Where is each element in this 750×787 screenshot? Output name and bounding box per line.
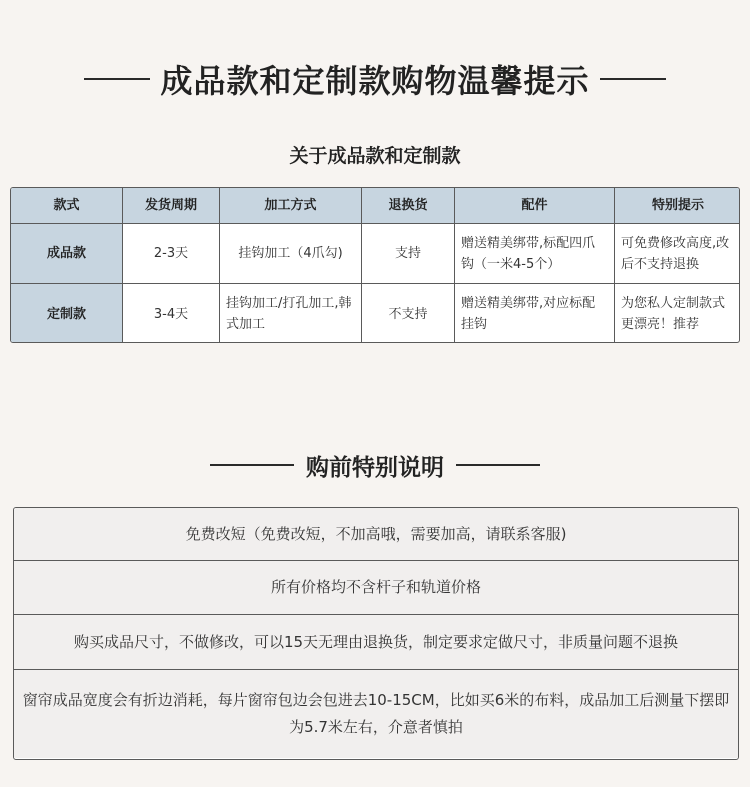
notes-box (13, 507, 739, 760)
section-rule-right (456, 464, 540, 466)
title-rule-right (600, 78, 666, 80)
main-title: 成品款和定制款购物温馨提示 (160, 62, 590, 100)
note-item: 免费改短（免费改短，不加高哦，需要加高，请联系客服) (14, 508, 738, 561)
main-title-block (0, 56, 750, 102)
table-header-shipping: 发货周期 (123, 188, 220, 224)
table-cell: 可免费修改高度,改后不支持退换 (615, 224, 740, 284)
table-cell: 不支持 (362, 284, 455, 343)
section-title: 购前特别说明 (306, 454, 444, 481)
table-header-notice: 特别提示 (615, 188, 740, 224)
table-header-returns: 退换货 (362, 188, 455, 224)
table-cell: 赠送精美绑带,对应标配挂钩 (455, 284, 615, 343)
table-cell: 挂钩加工/打孔加工,韩式加工 (220, 284, 362, 343)
title-rule-left (84, 78, 150, 80)
table-cell: 支持 (362, 224, 455, 284)
table-header-style: 款式 (11, 188, 123, 224)
section-rule-left (210, 464, 294, 466)
table-cell: 3-4天 (123, 284, 220, 343)
table-header-accessories: 配件 (455, 188, 615, 224)
table-caption: 关于成品款和定制款 (289, 145, 461, 167)
table-row-label: 定制款 (11, 284, 123, 343)
note-item: 所有价格均不含杆子和轨道价格 (14, 561, 738, 615)
table-row-label: 成品款 (11, 224, 123, 284)
comparison-table (10, 187, 740, 343)
section-title-block (0, 447, 750, 483)
table-cell: 2-3天 (123, 224, 220, 284)
table-cell: 赠送精美绑带,标配四爪钩（一米4-5个） (455, 224, 615, 284)
table-cell: 为您私人定制款式更漂亮！推荐 (621, 296, 726, 332)
table-cell: 挂钩加工（4爪勾) (220, 224, 362, 284)
table-header-processing: 加工方式 (220, 188, 362, 224)
note-item: 购买成品尺寸，不做修改，可以15天无理由退换货，制定要求定做尺寸，非质量问题不退换 (14, 615, 738, 670)
note-item: 窗帘成品宽度会有折边消耗，每片窗帘包边会包进去10-15CM，比如买6米的布料，成品加工后测量下摆即为5.7米左右，介意者慎拍 (14, 670, 738, 758)
